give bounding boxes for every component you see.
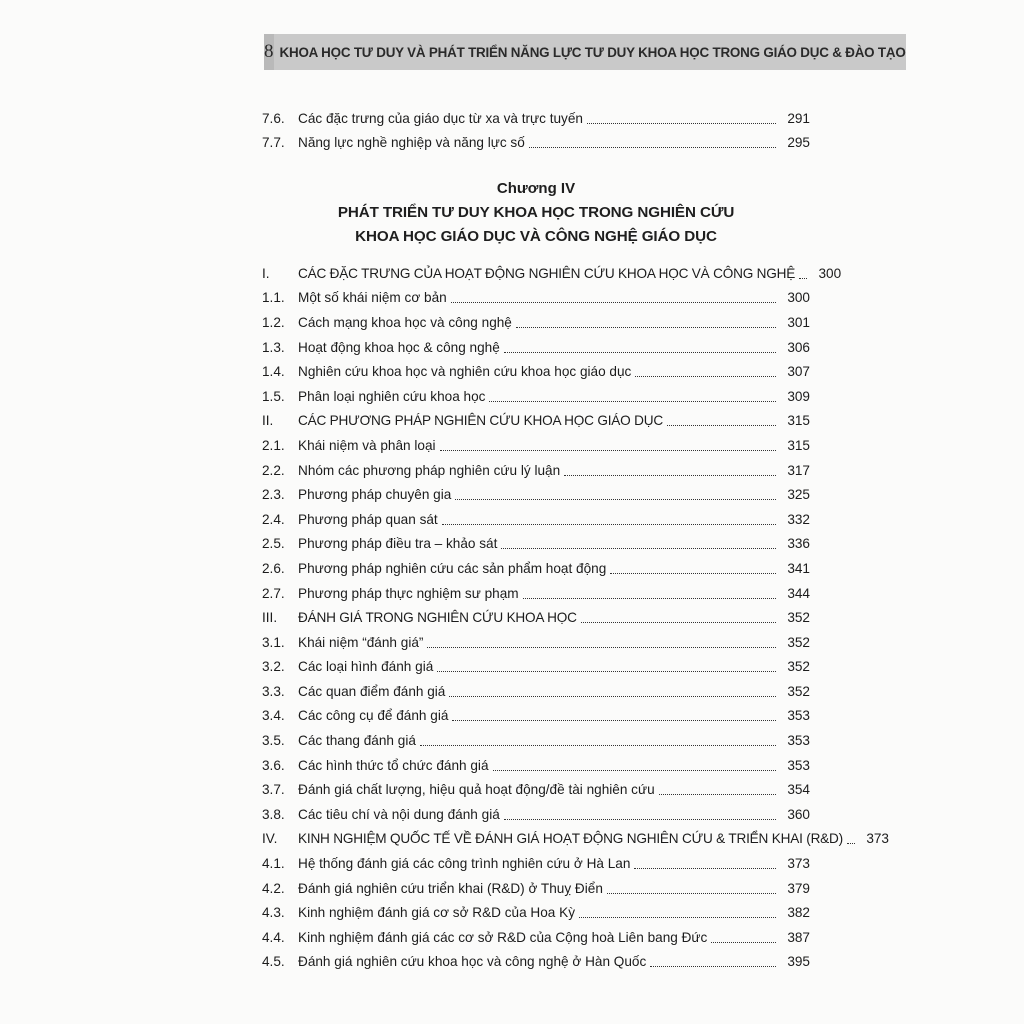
toc-page: 300 (787, 290, 810, 306)
toc-page: 307 (787, 364, 810, 380)
dot-leader (523, 598, 776, 599)
toc-number: 2.7. (262, 585, 285, 601)
dot-leader (442, 524, 776, 525)
toc-title: Nghiên cứu khoa học và nghiên cứu khoa học giáo dục (298, 364, 632, 380)
toc-row (262, 503, 810, 528)
toc-row (262, 626, 810, 651)
dot-leader (489, 401, 776, 402)
toc-row (262, 454, 810, 479)
toc-row (262, 847, 810, 872)
toc-title: CÁC ĐẶC TRƯNG CỦA HOẠT ĐỘNG NGHIÊN CỨU KHOA HỌC VÀ CÔNG NGHỆ (298, 265, 796, 281)
dot-leader (420, 745, 776, 746)
toc-row (262, 897, 810, 922)
toc-page: 352 (787, 634, 810, 650)
toc-title: CÁC PHƯƠNG PHÁP NGHIÊN CỨU KHOA HỌC GIÁO DỤC (298, 413, 663, 429)
toc-number: 2.4. (262, 511, 285, 527)
dot-leader (634, 868, 776, 869)
dot-leader (581, 622, 776, 623)
toc-title: Kinh nghiệm đánh giá cơ sở R&D của Hoa Kỳ (298, 905, 576, 921)
toc-number: 3.7. (262, 782, 285, 798)
toc-title: Nhóm các phương pháp nghiên cứu lý luận (298, 462, 561, 478)
toc-title: Phương pháp thực nghiệm sư phạm (298, 585, 519, 601)
chapter-label: Chương IV (496, 180, 576, 198)
toc-number: 4.5. (262, 954, 285, 970)
toc-row (262, 102, 810, 127)
toc-number: 4.4. (262, 929, 285, 945)
toc-section-row (262, 257, 842, 282)
toc-row (262, 429, 810, 454)
toc-main-list (262, 257, 889, 970)
toc-title: Đánh giá chất lượng, hiệu quả hoạt động/đề tài nghiên cứu (298, 782, 655, 798)
toc-title: Đánh giá nghiên cứu khoa học và công nghệ ở Hàn Quốc (298, 954, 647, 970)
toc-row (262, 749, 810, 774)
toc-number: 3.5. (262, 733, 285, 749)
toc-title: Phương pháp chuyên gia (298, 487, 452, 503)
toc-number: I. (262, 265, 270, 281)
toc-page: 354 (787, 782, 810, 798)
toc-number: 1.5. (262, 388, 285, 404)
toc-row (262, 675, 810, 700)
dot-leader (635, 376, 776, 377)
chapter-heading (262, 177, 810, 249)
toc-row (262, 127, 810, 152)
toc-page: 382 (787, 905, 810, 921)
toc-title: ĐÁNH GIÁ TRONG NGHIÊN CỨU KHOA HỌC (298, 610, 577, 626)
toc-number: III. (262, 610, 278, 626)
toc-number: 4.2. (262, 880, 285, 896)
toc-row (262, 552, 810, 577)
toc-page: 387 (787, 929, 810, 945)
dot-leader (452, 720, 776, 721)
toc-number: 4.3. (262, 905, 285, 921)
running-title: KHOA HỌC TƯ DUY VÀ PHÁT TRIỂN NĂNG LỰC TƯ DUY KHOA HỌC TRONG GIÁO DỤC & ĐÀO TẠO (274, 34, 906, 70)
dot-leader (847, 843, 855, 844)
toc-number: 2.2. (262, 462, 285, 478)
toc-row (262, 282, 810, 307)
toc-page: 353 (787, 757, 810, 773)
toc-title: Các quan điểm đánh giá (298, 683, 446, 699)
toc-page: 360 (787, 806, 810, 822)
toc-number: 2.1. (262, 437, 285, 453)
toc-title: Khái niệm và phân loại (298, 437, 436, 453)
dot-leader (799, 278, 807, 279)
dot-leader (564, 475, 776, 476)
toc-page: 315 (787, 413, 810, 429)
toc-title: Các công cụ để đánh giá (298, 708, 449, 724)
toc-number: 3.2. (262, 659, 285, 675)
toc-title: Kinh nghiệm đánh giá các cơ sở R&D của Cộng hoà Liên bang Đức (298, 929, 708, 945)
toc-number: 1.1. (262, 290, 285, 306)
toc-number: 1.4. (262, 364, 285, 380)
dot-leader (493, 770, 777, 771)
toc-page: 306 (787, 339, 810, 355)
toc-number: 3.3. (262, 683, 285, 699)
toc-page: 295 (787, 135, 810, 151)
dot-leader (504, 819, 776, 820)
toc-page: 317 (787, 462, 810, 478)
toc-number: 3.4. (262, 708, 285, 724)
toc-title: KINH NGHIỆM QUỐC TẾ VỀ ĐÁNH GIÁ HOẠT ĐỘNG NGHIÊN CỨU & TRIỂN KHAI (R&D) (298, 831, 843, 847)
toc-page: 300 (818, 265, 842, 281)
toc-page: 315 (787, 437, 810, 453)
toc-page: 373 (787, 856, 810, 872)
toc-page: 352 (787, 683, 810, 699)
toc-title: Phương pháp nghiên cứu các sản phẩm hoạt động (298, 560, 607, 576)
toc-title: Hoạt động khoa học & công nghệ (298, 339, 500, 355)
chapter-title-line-1: PHÁT TRIỂN TƯ DUY KHOA HỌC TRONG NGHIÊN CỨU (337, 204, 735, 222)
toc-number: 7.6. (262, 110, 285, 126)
dot-leader (579, 917, 776, 918)
dot-leader (449, 696, 776, 697)
toc-title: Các thang đánh giá (298, 733, 416, 749)
dot-leader (516, 327, 776, 328)
toc-page: 336 (787, 536, 810, 552)
toc-row (262, 380, 810, 405)
toc-title: Các tiêu chí và nội dung đánh giá (298, 806, 500, 822)
toc-row (262, 306, 810, 331)
toc-row (262, 700, 810, 725)
toc-number: 3.1. (262, 634, 285, 650)
toc-number: 2.3. (262, 487, 285, 503)
toc-row (262, 798, 810, 823)
dot-leader (607, 893, 776, 894)
toc-page: 353 (787, 733, 810, 749)
dot-leader (455, 499, 776, 500)
toc-row (262, 479, 810, 504)
dot-leader (529, 147, 776, 148)
dot-leader (504, 352, 776, 353)
toc-page: 352 (787, 610, 810, 626)
dot-leader (451, 302, 776, 303)
toc-page: 301 (787, 314, 810, 330)
chapter-title-line-2: KHOA HỌC GIÁO DỤC VÀ CÔNG NGHỆ GIÁO DỤC (355, 228, 717, 246)
dot-leader (440, 450, 776, 451)
dot-leader (650, 966, 776, 967)
toc-title: Năng lực nghề nghiệp và năng lực số (298, 135, 525, 151)
toc-number: II. (262, 413, 274, 429)
toc-title: Phương pháp điều tra – khảo sát (298, 536, 498, 552)
toc-row (262, 724, 810, 749)
toc-page: 341 (787, 560, 810, 576)
toc-row (262, 331, 810, 356)
toc-page: 332 (787, 511, 810, 527)
toc-row (262, 872, 810, 897)
toc-title: Một số khái niệm cơ bản (298, 290, 447, 306)
toc-section-row (262, 602, 810, 627)
toc-number: 3.6. (262, 757, 285, 773)
dot-leader (587, 123, 776, 124)
toc-row (262, 946, 810, 971)
toc-title: Các hình thức tổ chức đánh giá (298, 757, 489, 773)
toc-section-row (262, 823, 889, 848)
toc-page: 379 (787, 880, 810, 896)
dot-leader (501, 548, 776, 549)
page-number: 8 (264, 34, 274, 70)
toc-title: Đánh giá nghiên cứu triển khai (R&D) ở Thuỵ Điển (298, 880, 603, 896)
toc-row (262, 528, 810, 553)
toc-page: 309 (787, 388, 810, 404)
toc-number: IV. (262, 831, 278, 847)
dot-leader (659, 794, 776, 795)
dot-leader (711, 942, 776, 943)
toc-section-row (262, 405, 810, 430)
dot-leader (610, 573, 776, 574)
toc-title: Phương pháp quan sát (298, 511, 438, 527)
toc-row (262, 577, 810, 602)
toc-row (262, 356, 810, 381)
toc-number: 1.2. (262, 314, 285, 330)
toc-title: Khái niệm “đánh giá” (298, 634, 424, 650)
table-of-contents (262, 102, 889, 970)
toc-title: Các loại hình đánh giá (298, 659, 434, 675)
dot-leader (427, 647, 776, 648)
toc-page: 291 (787, 110, 810, 126)
toc-row (262, 774, 810, 799)
toc-title: Hệ thống đánh giá các công trình nghiên cứu ở Hà Lan (298, 856, 631, 872)
toc-page: 395 (787, 954, 810, 970)
toc-page: 353 (787, 708, 810, 724)
toc-number: 7.7. (262, 135, 285, 151)
toc-page: 352 (787, 659, 810, 675)
toc-top-list (262, 102, 810, 151)
toc-number: 1.3. (262, 339, 285, 355)
toc-page: 344 (787, 585, 810, 601)
toc-title: Cách mạng khoa học và công nghệ (298, 314, 512, 330)
dot-leader (437, 671, 776, 672)
dot-leader (667, 425, 776, 426)
toc-row (262, 651, 810, 676)
toc-number: 2.6. (262, 560, 285, 576)
toc-number: 2.5. (262, 536, 285, 552)
toc-page: 373 (866, 831, 889, 847)
toc-page: 325 (787, 487, 810, 503)
toc-number: 4.1. (262, 856, 285, 872)
toc-row (262, 921, 810, 946)
toc-title: Phân loại nghiên cứu khoa học (298, 388, 486, 404)
toc-number: 3.8. (262, 806, 285, 822)
running-header (264, 34, 906, 70)
toc-title: Các đặc trưng của giáo dục từ xa và trực tuyến (298, 110, 583, 126)
